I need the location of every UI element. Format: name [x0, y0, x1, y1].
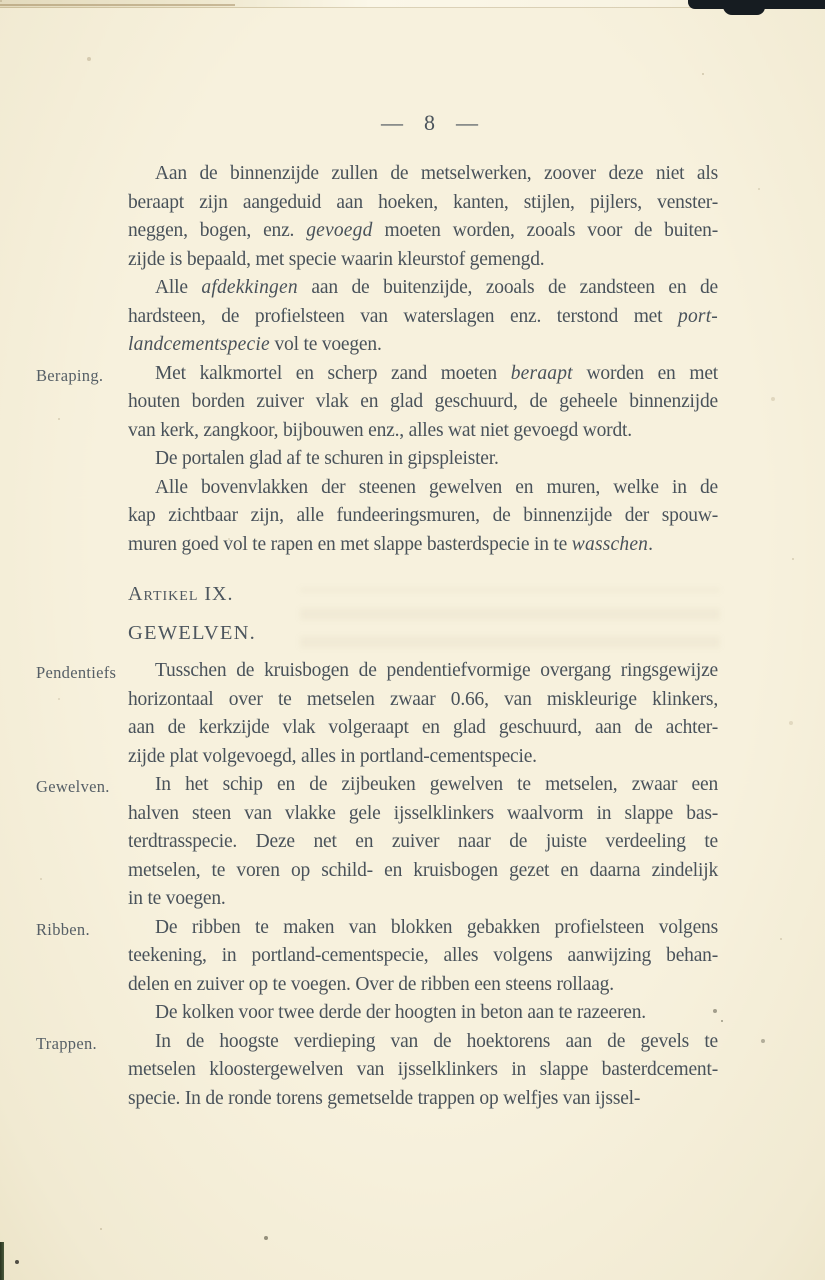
- text-segment: muren goed vol te rapen en met slappe basterdspecie in te: [128, 533, 572, 555]
- text-segment: moeten worden, zooals voor de buiten-: [372, 220, 718, 241]
- margin-label: Gewelven.: [36, 777, 110, 796]
- text-line: [128, 274, 718, 303]
- italic-text-segment: wasschen: [571, 533, 649, 555]
- text-segment: delen en zuiver op te voegen. Over de ribben een steens rollaag.: [128, 973, 614, 995]
- text-segment: neggen, bogen, enz.: [128, 220, 307, 241]
- text-line: [128, 999, 718, 1028]
- text-line: [128, 417, 718, 446]
- text-line: [128, 189, 718, 218]
- body-text-block: [36, 160, 718, 1113]
- margin-label: Trappen.: [36, 1033, 97, 1053]
- page-number-header: [0, 110, 825, 136]
- text-line: [128, 388, 718, 417]
- text-segment: houten borden zuiver vlak en glad geschuurd, de geheele binnenzijde: [128, 391, 718, 412]
- text-line: [128, 885, 718, 914]
- text-line: [128, 942, 718, 971]
- text-segment: In het schip en de zijbeuken gewelven te metselen, zwaar een: [155, 774, 718, 795]
- text-line: [128, 531, 718, 560]
- italic-text-segment: afdekkingen: [201, 277, 298, 298]
- page-number: 8: [424, 110, 436, 135]
- header-dash-right: —: [456, 110, 479, 135]
- text-segment: teekening, in portland-cementspecie, alles volgens aanwijzing behan-: [128, 945, 718, 966]
- text-segment: aan de kerkzijde vlak volgeraapt en glad geschuurd, aan de achter-: [128, 717, 718, 738]
- text-segment: De portalen glad af te schuren in gipspleister.: [155, 448, 499, 469]
- text-line: [36, 657, 718, 686]
- text-line: [128, 303, 718, 332]
- text-segment: kap zichtbaar zijn, alle fundeeringsmuren, de binnenzijde der spouw-: [128, 505, 718, 526]
- text-segment: hardsteen, de profielsteen van waterslagen enz. terstond met: [128, 305, 678, 327]
- text-segment: van kerk, zangkoor, bijbouwen enz., alles wat niet gevoegd wordt.: [128, 419, 632, 441]
- text-segment: aan de buitenzijde, zooals de zandsteen en de: [297, 277, 718, 298]
- text-line: [128, 160, 718, 189]
- margin-label: Beraping.: [36, 365, 104, 385]
- text-segment: terdtrasspecie. Deze net en zuiver naar de juiste verdeeling te: [128, 831, 718, 852]
- text-segment: Alle: [155, 277, 202, 298]
- text-segment: halven steen van vlakke gele ijsselklinkers waalvorm in slappe bas-: [128, 802, 718, 824]
- text-segment: .: [648, 533, 653, 555]
- margin-label: Pendentiefs: [36, 663, 117, 682]
- heading-line: [128, 580, 718, 609]
- text-segment: horizontaal over te metselen zwaar 0.66, van miskleurige klinkers,: [128, 688, 718, 710]
- text-line: [36, 914, 718, 943]
- paper-foxing-specks: [0, 0, 2, 2]
- text-line: [128, 474, 718, 503]
- text-line: [128, 743, 718, 772]
- text-line: [128, 828, 718, 857]
- text-segment: De ribben te maken van blokken gebakken profielsteen volgens: [155, 916, 718, 938]
- text-segment: Aan de binnenzijde zullen de metselwerken, zoover deze niet als: [155, 163, 718, 184]
- text-line: [128, 971, 718, 1000]
- text-line: [128, 502, 718, 531]
- italic-text-segment: landcementspecie: [128, 334, 270, 355]
- scan-edge-top-shadow-line: [0, 4, 235, 6]
- text-segment: specie. In de ronde torens gemetselde trappen op welfjes van ijssel-: [128, 1087, 641, 1109]
- text-segment: Artikel IX.: [128, 583, 234, 605]
- text-line: [128, 1085, 718, 1114]
- italic-text-segment: gevoegd: [306, 220, 373, 241]
- text-line: [128, 217, 718, 246]
- text-line: [128, 246, 718, 275]
- header-dash-left: —: [381, 110, 404, 135]
- scan-edge-bottom-left-strip: [0, 1242, 4, 1280]
- text-segment: metselen, te voren op schild- en kruisbogen gezet en daarna zindelijk: [128, 859, 718, 881]
- text-line: [128, 686, 718, 715]
- text-line: [128, 445, 718, 474]
- text-segment: GEWELVEN.: [128, 621, 256, 644]
- text-line: [128, 800, 718, 829]
- heading-line: [128, 619, 718, 648]
- text-segment: Tusschen de kruisbogen de pendentiefvormige overgang ringsgewijze: [155, 660, 718, 681]
- text-line: [128, 1056, 718, 1085]
- text-segment: metselen kloostergewelven van ijsselklinkers in slappe basterdcement-: [128, 1059, 718, 1080]
- text-segment: beraapt zijn aangeduid aan hoeken, kanten, stijlen, pijlers, venster-: [128, 191, 718, 213]
- text-segment: zijde is bepaald, met specie waarin kleurstof gemengd.: [128, 248, 545, 270]
- text-segment: vol te voegen.: [269, 334, 382, 355]
- text-line: [128, 714, 718, 743]
- text-line: [36, 1028, 718, 1057]
- italic-text-segment: beraapt: [510, 362, 573, 384]
- text-segment: zijde plat volgevoegd, alles in portland-cementspecie.: [128, 745, 537, 767]
- text-line: [36, 360, 718, 389]
- scan-corner-dark-blob: [723, 2, 765, 15]
- text-segment: De kolken voor twee derde der hoogten in beton aan te razeeren.: [155, 1002, 646, 1023]
- text-segment: worden en met: [572, 362, 718, 384]
- margin-label: Ribben.: [36, 919, 90, 939]
- text-line: [36, 771, 718, 800]
- text-segment: In de hoogste verdieping van de hoektorens aan de gevels te: [155, 1030, 718, 1052]
- italic-text-segment: port-: [678, 305, 718, 327]
- text-segment: in te voegen.: [128, 888, 226, 909]
- text-segment: Alle bovenvlakken der steenen gewelven en muren, welke in de: [155, 476, 718, 498]
- text-segment: Met kalkmortel en scherp zand moeten: [155, 362, 511, 384]
- text-line: [128, 331, 718, 360]
- text-line: [128, 857, 718, 886]
